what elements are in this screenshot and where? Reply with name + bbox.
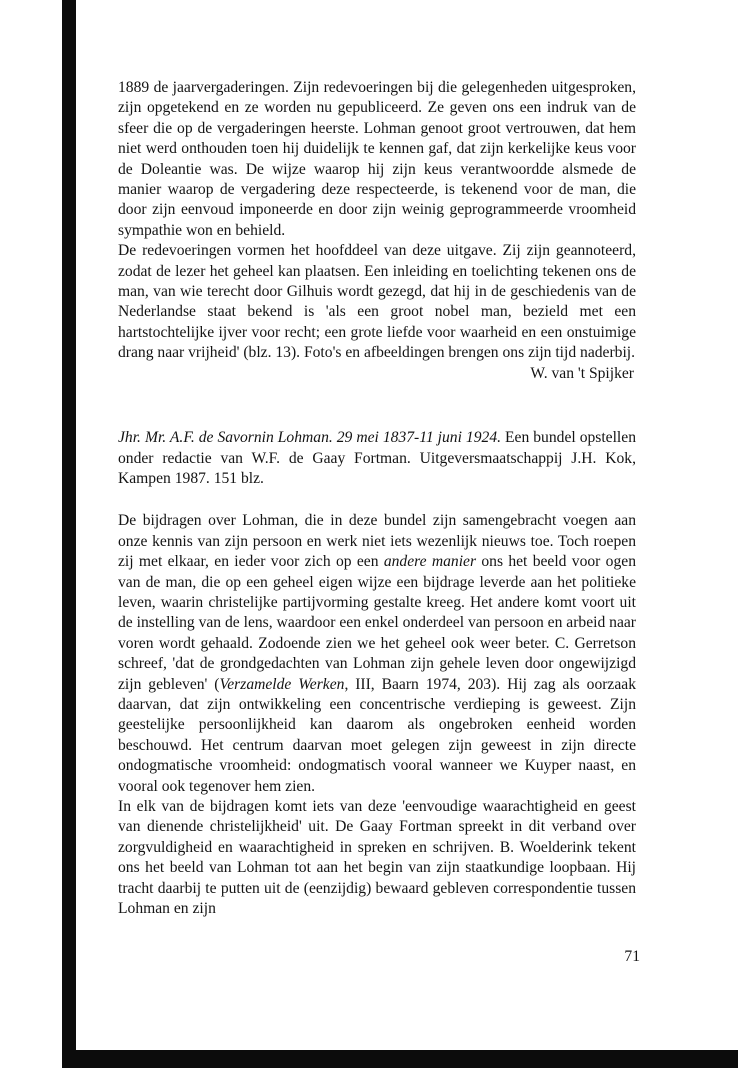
emphasis-text: andere manier <box>383 553 477 571</box>
section-gap <box>118 384 636 428</box>
review2-book-title: Jhr. Mr. A.F. de Savornin Lohman. 29 mei 1837-11 juni 1924. <box>118 429 502 447</box>
review1-paragraph-1: 1889 de jaarvergaderingen. Zijn redevoeringen bij die gelegenheden uitgesproken, zijn opgetekend en ze worden nu gepubliceerd. Ze geven ons een indruk van de sfeer die op de vergaderingen heerste. Lohman genoot groot vertrouwen, dat hem niet werd onthouden toen hij duidelijk te kennen gaf, dat zijn kerkelijke keus voor de Doleantie was. De wijze waarop hij zijn keus verantwoordde alsmede de manier waarop de vergadering deze respecteerde, is tekenend voor de man, die door zijn eenvoud imponeerde en door zijn weinig geprogrammeerde vroomheid sympathie won en behield. <box>118 79 636 239</box>
scan-border-bottom <box>62 1050 738 1068</box>
text-run: De bijdragen over Lohman, die in deze bundel zijn samengebracht voegen aan onze kennis van zijn persoon en werk niet iets wezenlijk nieuws toe. Toch roepen zij met elkaar, en ieder voor zich op een <box>118 512 636 571</box>
text-run: , III, Baarn 1974, 203). Hij zag als oorzaak daarvan, dat zijn ontwikkeling een concentrische verdieping is geweest. Zijn geestelijke persoonlijkheid kan daarom als ongebroken eenheid worden beschouwd. Het centrum daarvan moet gelegen zijn geweest in zijn directe ondogmatische vroomheid: ondogmatisch vooral wanneer we Kuyper naast, en vooral ook tegenover hem zien. <box>118 675 636 795</box>
review2-paragraph-1 <box>118 511 636 797</box>
review1-signature: W. van 't Spijker <box>530 364 634 382</box>
review2-paragraph-2: In elk van de bijdragen komt iets van deze 'eenvoudige waarachtigheid en geest van dienende christelijkheid' uit. De Gaay Fortman spreekt in dit verband over zorgvuldigheid en waarachtigheid in spreken en schrijven. B. Woelderink tekent ons het beeld van Lohman tot aan het begin van zijn staatkundige loopbaan. Hij tracht daarbij te putten uit de (eenzijdig) bewaard gebleven correspondentie tussen Lohman en zijn <box>118 798 636 918</box>
cited-work-title: Verzamelde Werken <box>219 675 345 693</box>
scan-border-left <box>62 0 76 1068</box>
text-run: ons het beeld voor ogen van de man, die op een geheel eigen wijze een bijdrage leverde aan het politieke leven, waarin christelijke partijvorming gestalte kreeg. Het andere komt voort uit de instelling van de lens, waardoor een enkel onderdeel van persoon en arbeid naar voren wordt gehaald. Zodoende zien we het geheel ook weer beter. C. Gerretson schreef, 'dat de grondgedachten van Lohman zijn gehele leven door ongewijzigd zijn gebleven' ( <box>118 553 636 693</box>
review2-heading <box>118 428 636 489</box>
page-number: 71 <box>624 948 640 965</box>
section-gap <box>118 489 636 511</box>
review1-paragraph-2: De redevoeringen vormen het hoofddeel van deze uitgave. Zij zijn geannoteerd, zodat de lezer het geheel kan plaatsen. Een inleiding en toelichting tekenen ons de man, van wie terecht door Gilhuis wordt gezegd, dat hij in de geschiedenis van de Nederlandse staat bekend is 'als een groot nobel man, bezield met een hartstochtelijke ijver voor recht; een grote liefde voor waarheid en een onstuimige drang naar vrijheid' (blz. 13). Foto's en afbeeldingen brengen ons zijn tijd naderbij. <box>118 242 636 362</box>
page-body <box>118 78 636 919</box>
review2-book-details: Een bundel opstellen onder redactie van W.F. de Gaay Fortman. Uitgeversmaatschappij J.H. Kok, Kampen 1987. 151 blz. <box>118 429 636 487</box>
